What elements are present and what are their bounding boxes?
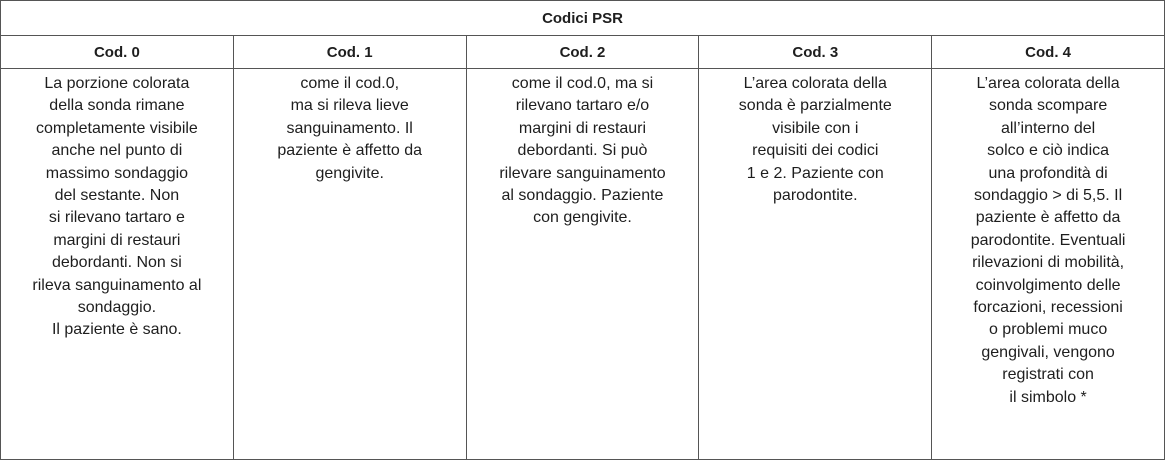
description-line: gengivite.	[315, 164, 384, 182]
description-line: registrati con	[1002, 366, 1094, 384]
description-line: rileva sanguinamento al	[32, 276, 202, 294]
description-line: La porzione colorata	[44, 75, 190, 92]
description-line: coinvolgimento delle	[975, 276, 1121, 294]
description-line: sonda scompare	[988, 97, 1108, 115]
description-line: il simbolo *	[1009, 388, 1087, 406]
column-header-cod-3: Cod. 3	[699, 36, 932, 69]
cod-0-description	[1, 69, 234, 460]
description-line: si rilevano tartaro e	[48, 209, 185, 227]
description-line: L’area colorata della	[743, 75, 887, 92]
column-header-cod-1: Cod. 1	[233, 36, 466, 69]
description-line: sanguinamento. Il	[286, 119, 413, 137]
description-line: rilevazioni di mobilità,	[972, 254, 1125, 272]
cod-4-description	[932, 69, 1165, 460]
description-line: anche nel punto di	[51, 142, 183, 160]
description-line: debordanti. Non si	[51, 254, 182, 272]
description-line: paziente è affetto da	[975, 209, 1121, 227]
cod-1-description	[233, 69, 466, 460]
description-line: parodontite.	[773, 187, 858, 205]
description-line: parodontite. Eventuali	[970, 231, 1126, 249]
description-line: paziente è affetto da	[277, 142, 423, 160]
column-header-cod-2: Cod. 2	[466, 36, 699, 69]
description-line: gengivali, vengono	[981, 343, 1115, 361]
description-line: forcazioni, recessioni	[973, 299, 1123, 317]
description-line: visibile con i	[772, 119, 859, 137]
description-line: ma si rileva lieve	[290, 97, 409, 115]
description-line: completamente visibile	[35, 119, 198, 137]
column-header-cod-0: Cod. 0	[1, 36, 234, 69]
description-line: L’area colorata della	[976, 75, 1120, 92]
description-line: debordanti. Si può	[517, 142, 648, 160]
description-line: del sestante. Non	[54, 187, 180, 205]
description-line: massimo sondaggio	[45, 164, 189, 182]
description-line: sonda è parzialmente	[738, 97, 892, 115]
cod-2-description	[466, 69, 699, 460]
description-line: come il cod.0,	[300, 75, 400, 92]
description-line: all’interno del	[1000, 119, 1096, 137]
header-row	[1, 36, 1165, 69]
cod-3-description	[699, 69, 932, 460]
description-line: o problemi muco	[988, 321, 1108, 339]
description-line: rilevare sanguinamento	[499, 164, 666, 182]
description-line: rilevano tartaro e/o	[515, 97, 650, 115]
description-line: requisiti dei codici	[752, 142, 879, 160]
description-row	[1, 69, 1165, 460]
description-line: sondaggio.	[77, 299, 157, 317]
description-line: al sondaggio. Paziente	[501, 187, 664, 205]
description-line: margini di restauri	[53, 231, 181, 249]
description-line: solco e ciò indica	[987, 142, 1110, 160]
description-line: con gengivite.	[533, 209, 632, 227]
description-line: margini di restauri	[518, 119, 647, 137]
column-header-cod-4: Cod. 4	[932, 36, 1165, 69]
description-line: sondaggio > di 5,5. Il	[974, 187, 1123, 205]
description-line: della sonda rimane	[49, 97, 185, 115]
description-line: come il cod.0, ma si	[511, 75, 654, 92]
description-line: una profondità di	[988, 164, 1108, 182]
table-title: Codici PSR	[1, 1, 1165, 36]
description-line: 1 e 2. Paziente con	[746, 164, 884, 182]
description-line: Il paziente è sano.	[51, 321, 182, 339]
